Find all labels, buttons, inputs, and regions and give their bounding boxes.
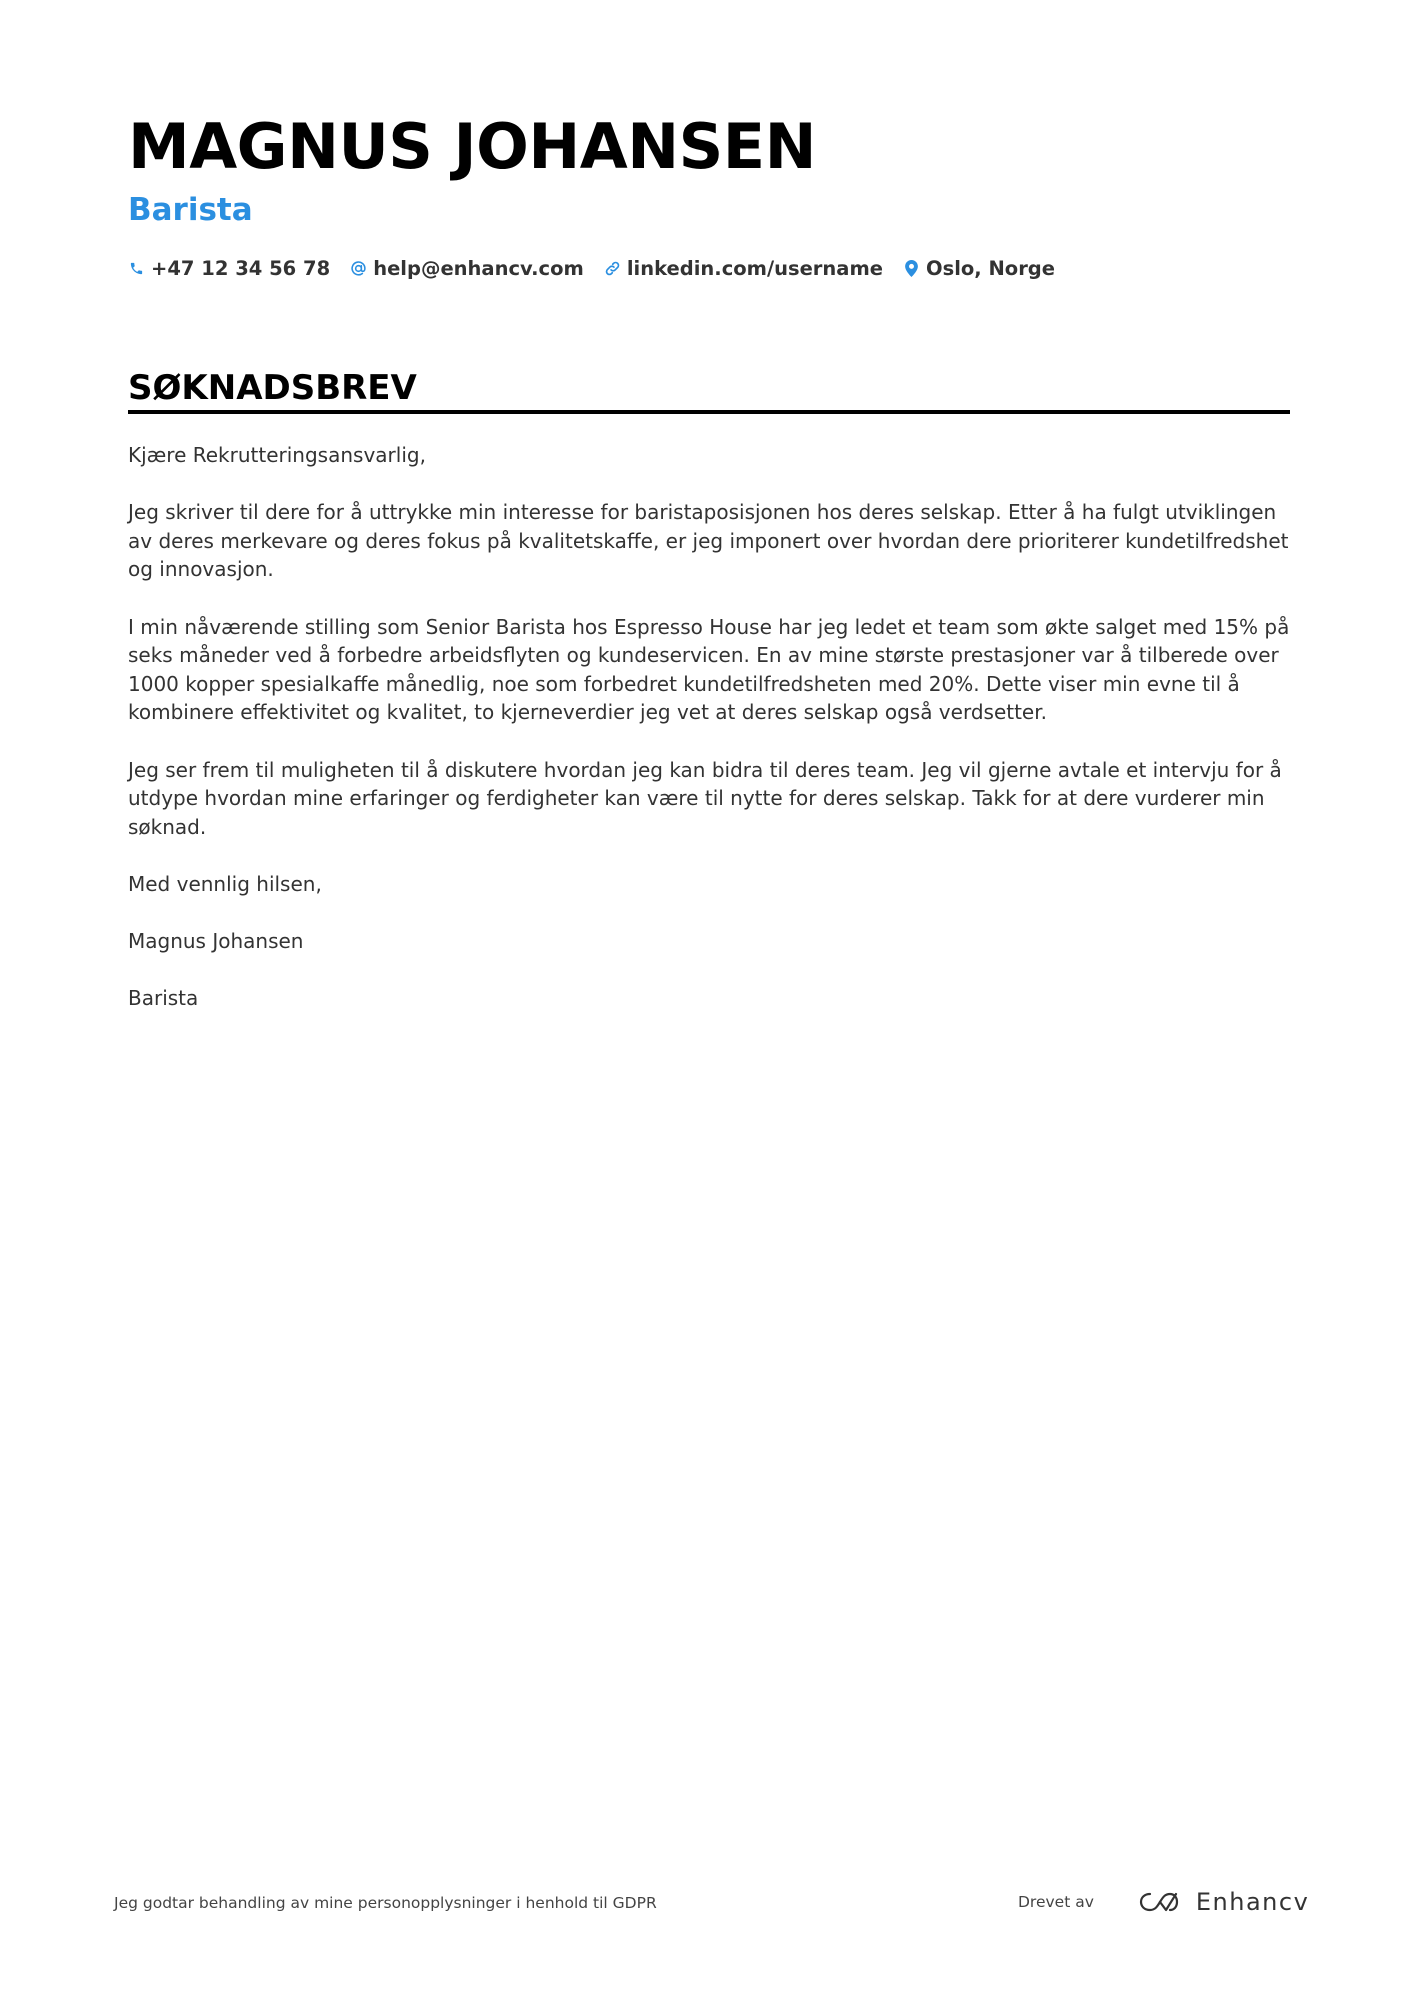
applicant-name: MAGNUS JOHANSEN (128, 110, 816, 183)
link-icon (604, 260, 621, 277)
letter-paragraph: I min nåværende stilling som Senior Barista hos Espresso House har jeg ledet et team som økte salget med 15% på seks måneder ved å forbedre arbeidsflyten og kundeservicen. En av mine største prestasjoner var å tilberede over 1000 kopper spesialkaffe månedlig, noe som forbedret kundetilfredsheten med 20%. Dette viser min evne til å kombinere effektivitet og kvalitet, to kjerneverdier jeg vet at deres selskap også verdsetter. (128, 614, 1290, 725)
phone-icon (128, 260, 145, 277)
contact-info-bar (128, 254, 1075, 282)
letter-closing: Med vennlig hilsen, (128, 871, 322, 896)
contact-email-text: help@enhancv.com (373, 256, 584, 280)
gdpr-consent-text: Jeg godtar behandling av mine personopplysninger i henhold til GDPR (114, 1894, 657, 1912)
powered-by-label: Drevet av (1018, 1893, 1094, 1911)
contact-email[interactable] (350, 257, 584, 280)
section-divider (128, 410, 1290, 414)
letter-paragraph: Jeg skriver til dere for å uttrykke min interesse for baristaposisjonen hos deres selskap. Etter å ha fulgt utviklingen av deres merkevare og deres fokus på kvalitetskaffe, er jeg imponert over hvordan dere prioriterer kundetilfredshet og innovasjon. (128, 500, 1289, 582)
contact-phone (128, 257, 330, 280)
enhancv-logo-text: Enhancv (1195, 1888, 1310, 1916)
signature-name: Magnus Johansen (128, 929, 304, 954)
section-title: SØKNADSBREV (128, 368, 417, 408)
enhancv-logo[interactable] (1138, 1888, 1309, 1916)
contact-linkedin[interactable] (604, 257, 883, 280)
applicant-role: Barista (128, 192, 253, 228)
letter-body (128, 441, 1290, 1041)
contact-location-text: Oslo, Norge (926, 256, 1055, 280)
letter-paragraph: Jeg ser frem til muligheten til å diskutere hvordan jeg kan bidra til deres team. Jeg vil gjerne avtale et intervju for å utdype hvordan mine erfaringer og ferdigheter kan være til nytte for deres selskap. Takk for at dere vurderer min søknad. (128, 757, 1282, 839)
contact-phone-text: +47 12 34 56 78 (151, 256, 331, 280)
powered-by (1018, 1882, 1309, 1922)
contact-linkedin-text: linkedin.com/username (626, 256, 884, 280)
contact-location (903, 257, 1055, 280)
location-pin-icon (903, 260, 920, 277)
at-icon (350, 260, 367, 277)
signature-title: Barista (128, 986, 199, 1011)
letter-greeting: Kjære Rekrutteringsansvarlig, (128, 443, 426, 467)
enhancv-logo-icon (1138, 1890, 1184, 1914)
